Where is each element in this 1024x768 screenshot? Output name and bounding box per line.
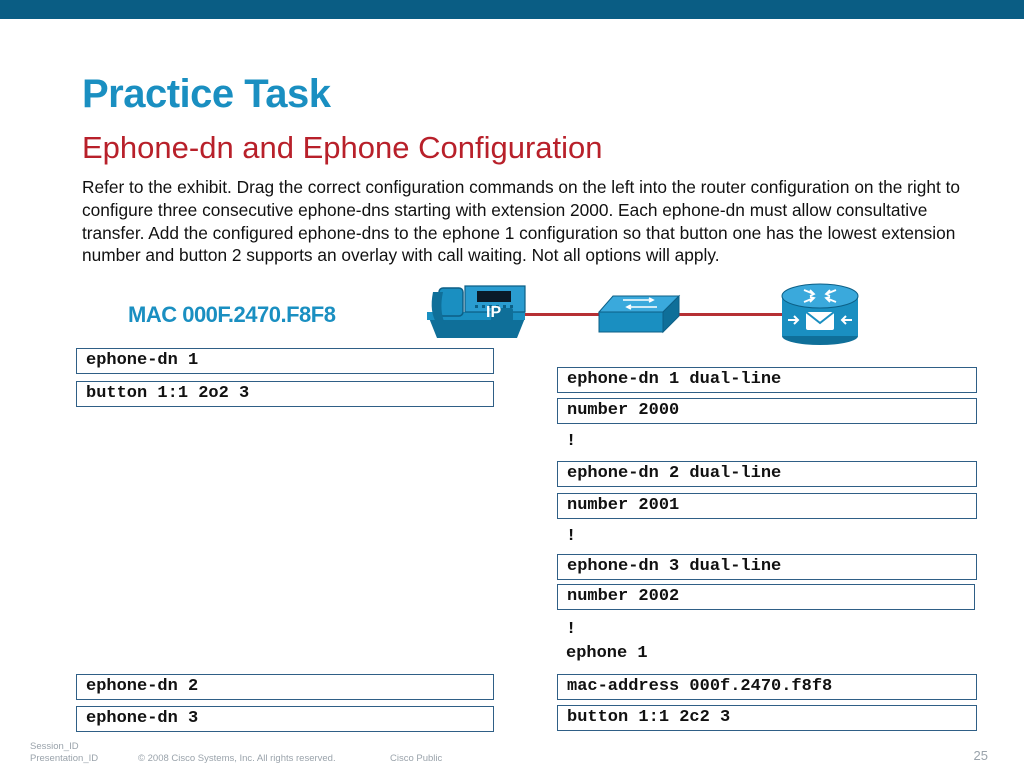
config-separator-3: ! [566, 620, 577, 639]
config-separator-1: ! [566, 432, 577, 451]
config-separator-2: ! [566, 527, 577, 546]
footer-copyright: © 2008 Cisco Systems, Inc. All rights reserved. [138, 753, 336, 764]
config-ephone-dn-3-dual-line[interactable]: ephone-dn 3 dual-line [557, 554, 977, 580]
header-bar [0, 0, 1024, 19]
slide-subtitle: Ephone-dn and Ephone Configuration [82, 130, 603, 165]
slide-title: Practice Task [82, 72, 331, 116]
mac-address-label: MAC 000F.2470.F8F8 [128, 302, 336, 327]
link-switch-router [670, 313, 788, 316]
config-button-1-1-2c2-3[interactable]: button 1:1 2c2 3 [557, 705, 977, 731]
ip-badge-text: IP [486, 304, 502, 321]
router-voice-gateway-icon [780, 282, 860, 346]
footer-classification: Cisco Public [390, 753, 443, 764]
config-mac-address[interactable]: mac-address 000f.2470.f8f8 [557, 674, 977, 700]
config-number-2002[interactable]: number 2002 [557, 584, 975, 610]
task-instructions: Refer to the exhibit. Drag the correct configuration commands on the left into the router configuration on the right to configure three consecutive ephone-dns starting with extension 2000. Each ephone-dn must allow consultative transfer. Add the configured ephone-dns to the ephone 1 configuration so that button one has the lowest extension number and button 2 supports an overlay with call waiting. Not all options will apply. [82, 177, 960, 266]
config-number-2000[interactable]: number 2000 [557, 398, 977, 424]
footer-session-id: Session_ID [30, 741, 79, 752]
config-ephone-1: ephone 1 [566, 644, 648, 663]
switch-icon [597, 294, 681, 334]
page-number: 25 [973, 748, 988, 763]
config-ephone-dn-1-dual-line[interactable]: ephone-dn 1 dual-line [557, 367, 977, 393]
config-ephone-dn-2-dual-line[interactable]: ephone-dn 2 dual-line [557, 461, 977, 487]
option-button-1-1-2o2-3[interactable]: button 1:1 2o2 3 [76, 381, 494, 407]
option-ephone-dn-1[interactable]: ephone-dn 1 [76, 348, 494, 374]
footer-presentation-id: Presentation_ID [30, 753, 99, 764]
ip-phone-icon [425, 282, 529, 340]
option-ephone-dn-2[interactable]: ephone-dn 2 [76, 674, 494, 700]
config-number-2001[interactable]: number 2001 [557, 493, 977, 519]
option-ephone-dn-3[interactable]: ephone-dn 3 [76, 706, 494, 732]
